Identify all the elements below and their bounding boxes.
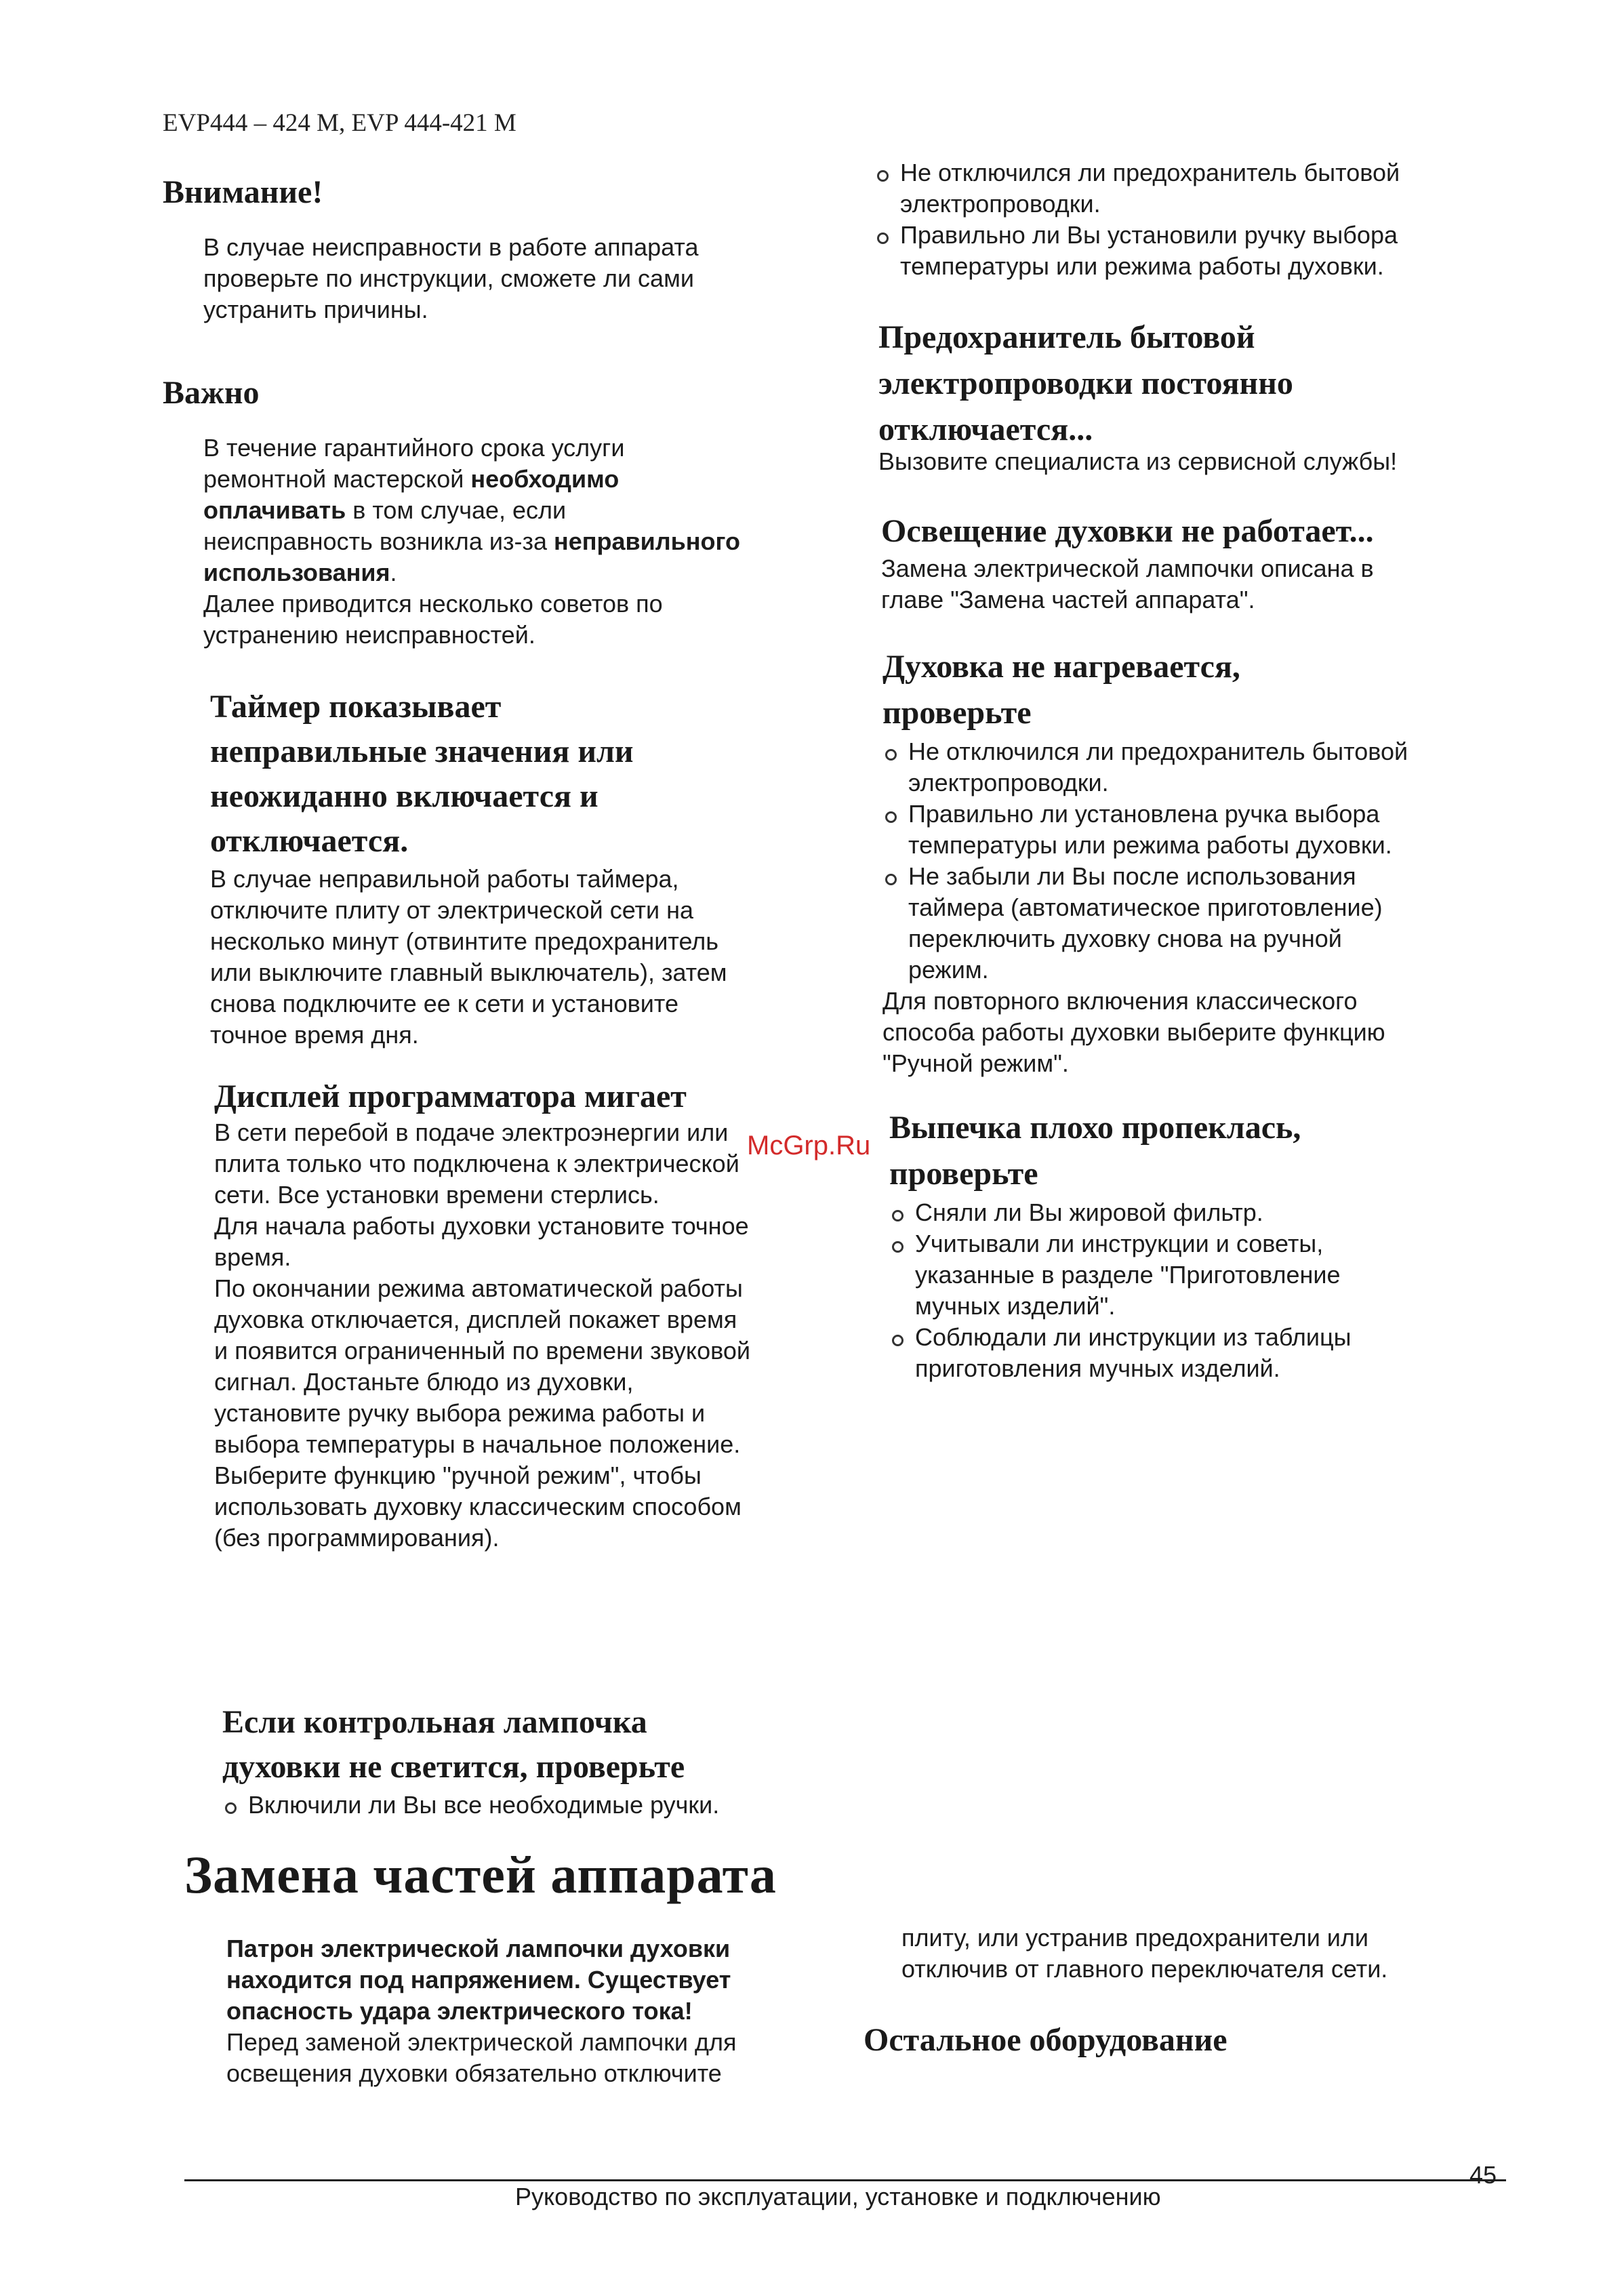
display-body: [214, 1117, 865, 1554]
replace-line: освещения духовки обязательно отключите: [226, 2059, 722, 2087]
display-line: сигнал. Достаньте блюдо из духовки,: [214, 1368, 634, 1396]
heat-title: Духовка не нагревается, проверьте: [882, 649, 1240, 731]
display-line: Для начала работы духовки установите точное: [214, 1212, 749, 1240]
warning-line: Патрон электрической лампочки духовки: [226, 1935, 731, 1962]
display-line: Выберите функцию "ручной режим", чтобы: [214, 1461, 702, 1489]
attention-line: В случае неисправности в работе аппарата: [203, 233, 699, 261]
display-line: и появится ограниченный по времени звуковой: [214, 1337, 750, 1365]
list-item: Не отключился ли предохранитель бытовой электропроводки.: [882, 736, 1533, 799]
display-line: время.: [214, 1243, 291, 1271]
important-line: оплачивать в том случае, если: [203, 496, 567, 524]
section-fuse: [878, 315, 1529, 477]
section-timer: [210, 685, 861, 1051]
fuse-title: Предохранитель бытовой электропроводки постоянно отключается...: [878, 319, 1293, 447]
display-line: плита только что подключена к электрической: [214, 1150, 739, 1177]
timer-title: Таймер показывает неправильные значения или неожиданно включается и отключается.: [210, 689, 634, 859]
lamp-bullets: [222, 1790, 873, 1821]
heat-line: способа работы духовки выберите функцию: [882, 1018, 1385, 1046]
section-heat: [882, 644, 1533, 1079]
other-title: Остальное оборудование: [864, 2022, 1227, 2058]
list-item: Правильно ли Вы установили ручку выбора температуры или режима работы духовки.: [874, 220, 1525, 282]
timer-line: В случае неправильной работы таймера,: [210, 865, 679, 893]
section-replace-body: [226, 1933, 877, 2089]
fuse-body: Вызовите специалиста из сервисной службы!: [878, 447, 1398, 475]
section-replace-title: [184, 1844, 998, 1906]
lamp-title: Если контрольная лампочка духовки не светится, проверьте: [222, 1704, 685, 1785]
attention-body: [203, 232, 840, 325]
footer-title: Руководство по эксплуатации, установке и подключению: [515, 2183, 1161, 2210]
list-item: Учитывали ли инструкции и советы, указанные в разделе "Приготовление мучных изделий".: [889, 1228, 1540, 1322]
display-line: духовка отключается, дисплей покажет время: [214, 1306, 737, 1333]
list-item: Не забыли ли Вы после использования таймера (автоматическое приготовление) переключить духовку снова на ручной режим.: [882, 861, 1533, 986]
page-title: Замена частей аппарата: [184, 1845, 777, 1904]
display-line: сети. Все установки времени стерлись.: [214, 1181, 659, 1209]
important-line: В течение гарантийного срока услуги: [203, 434, 625, 462]
list-item: Не отключился ли предохранитель бытовой электропроводки.: [874, 157, 1525, 220]
important-line: ремонтной мастерской необходимо: [203, 465, 620, 493]
timer-line: отключите плиту от электрической сети на: [210, 896, 694, 924]
section-light: [881, 510, 1532, 615]
heat-bullets: [882, 736, 1533, 986]
top-bullets: [874, 157, 1525, 282]
important-line: устранению неисправностей.: [203, 621, 535, 649]
list-item: Включили ли Вы все необходимые ручки.: [222, 1790, 873, 1821]
list-item: Сняли ли Вы жировой фильтр.: [889, 1197, 1540, 1228]
section-lamp: [222, 1700, 873, 1821]
replace-cont-line: плиту, или устранив предохранители или: [901, 1924, 1369, 1952]
replace-cont-line: отключив от главного переключателя сети.: [901, 1955, 1388, 1983]
important-title: Важно: [163, 375, 260, 411]
document-model-header: EVP444 – 424 M, EVP 444-421 M: [163, 109, 516, 137]
important-body: [203, 432, 868, 651]
warning-line: находится под напряжением. Существует: [226, 1966, 731, 1994]
important-line: использования.: [203, 559, 397, 586]
attention-line: проверьте по инструкции, сможете ли сами: [203, 264, 694, 292]
baking-bullets: [889, 1197, 1540, 1384]
page-number: 45: [1469, 2161, 1497, 2189]
display-line: установите ручку выбора режима работы и: [214, 1399, 706, 1427]
display-line: (без программирования).: [214, 1524, 500, 1552]
timer-line: или выключите главный выключатель), затем: [210, 958, 727, 986]
section-other: [864, 2017, 1514, 2063]
warning-line: опасность удара электрического тока!: [226, 1997, 693, 2025]
section-replace-continued: [901, 1922, 1552, 1985]
heat-line: "Ручной режим".: [882, 1049, 1069, 1077]
light-line: Замена электрической лампочки описана в: [881, 554, 1374, 582]
attention-title: Внимание!: [163, 174, 323, 210]
display-line: По окончании режима автоматической работы: [214, 1274, 743, 1302]
footer-divider: [184, 2179, 1506, 2181]
watermark: McGrp.Ru: [747, 1131, 871, 1160]
display-line: В сети перебой в подаче электроэнергии или: [214, 1118, 729, 1146]
section-baking: [889, 1105, 1540, 1384]
timer-line: несколько минут (отвинтите предохранитель: [210, 927, 719, 955]
display-title: Дисплей программатора мигает: [214, 1078, 687, 1114]
baking-title: Выпечка плохо пропеклась, проверьте: [889, 1110, 1301, 1192]
important-line: Далее приводится несколько советов по: [203, 590, 663, 618]
important-line: неисправность возникла из-за неправильного: [203, 527, 741, 555]
section-important: [163, 370, 868, 651]
list-item: Правильно ли установлена ручка выбора температуры или режима работы духовки.: [882, 799, 1533, 861]
timer-line: снова подключите ее к сети и установите: [210, 990, 678, 1017]
timer-body: [210, 864, 861, 1051]
display-line: выбора температуры в начальное положение.: [214, 1430, 741, 1458]
attention-line: устранить причины.: [203, 296, 428, 323]
light-line: главе "Замена частей аппарата".: [881, 586, 1255, 613]
section-attention: [163, 169, 840, 325]
timer-line: точное время дня.: [210, 1021, 419, 1049]
list-item: Соблюдали ли инструкции из таблицы приготовления мучных изделий.: [889, 1322, 1540, 1384]
replace-line: Перед заменой электрической лампочки для: [226, 2028, 737, 2056]
section-top-bullets: [874, 157, 1525, 282]
display-line: использовать духовку классическим способом: [214, 1493, 742, 1520]
heat-line: Для повторного включения классического: [882, 987, 1358, 1015]
light-title: Освещение духовки не работает...: [881, 513, 1374, 549]
